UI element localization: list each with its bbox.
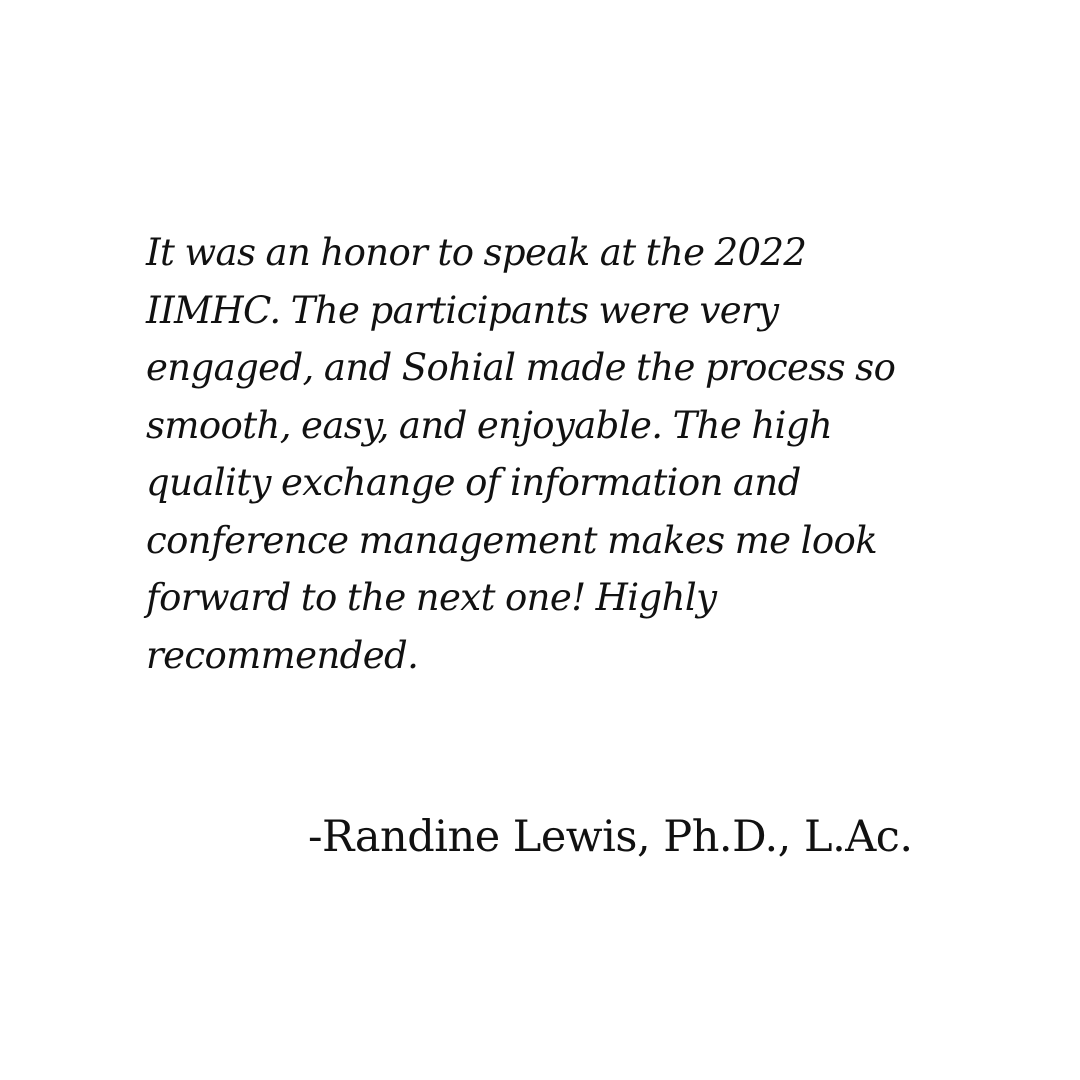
testimonial-quote <box>146 224 936 684</box>
quote-line: recommended. <box>146 633 419 677</box>
quote-line: smooth, easy, and enjoyable. The high <box>146 403 833 447</box>
testimonial-attribution: -Randine Lewis, Ph.D., L.Ac. <box>308 812 913 862</box>
quote-line: forward to the next one! Highly <box>146 576 717 619</box>
quote-line: It was an honor to speak at the 2022 <box>146 231 807 274</box>
quote-line: conference management makes me look <box>146 518 878 562</box>
quote-line: IIMHC. The participants were very <box>146 288 779 332</box>
quote-line: engaged, and Sohial made the process so <box>146 346 896 389</box>
quote-line: quality exchange of information and <box>146 461 801 504</box>
